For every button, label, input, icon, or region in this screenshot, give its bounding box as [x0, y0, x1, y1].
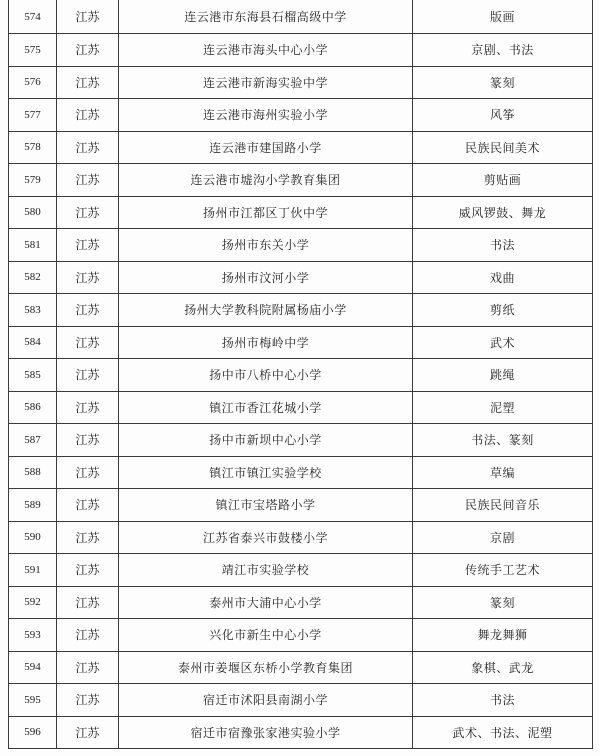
project-cell: 篆刻: [413, 66, 593, 99]
row-number: 579: [9, 164, 57, 197]
row-number: 586: [9, 391, 57, 424]
school-name-cell: 连云港市新海实验中学: [119, 66, 413, 99]
province-cell: 江苏: [57, 164, 119, 197]
school-name-cell: 连云港市东海县石榴高级中学: [119, 0, 413, 34]
project-cell: 民族民间美术: [413, 131, 593, 164]
row-number: 588: [9, 456, 57, 489]
row-number: 593: [9, 619, 57, 652]
table-row: [9, 586, 593, 619]
row-number: 575: [9, 34, 57, 67]
row-number: 587: [9, 424, 57, 457]
row-number: 582: [9, 261, 57, 294]
province-cell: 江苏: [57, 586, 119, 619]
row-number: 595: [9, 684, 57, 717]
table-row: [9, 99, 593, 132]
school-name-cell: 连云港市海州实验小学: [119, 99, 413, 132]
province-cell: 江苏: [57, 229, 119, 262]
row-number: 578: [9, 131, 57, 164]
table-row: [9, 164, 593, 197]
table-row: [9, 0, 593, 34]
school-name-cell: 江苏省泰兴市鼓楼小学: [119, 521, 413, 554]
project-cell: 武术、书法、泥塑: [413, 716, 593, 749]
project-cell: 威风锣鼓、舞龙: [413, 196, 593, 229]
project-cell: 篆刻: [413, 586, 593, 619]
province-cell: 江苏: [57, 196, 119, 229]
table-row: [9, 716, 593, 749]
project-cell: 传统手工艺术: [413, 554, 593, 587]
table-row: [9, 34, 593, 67]
row-number: 594: [9, 651, 57, 684]
row-number: 596: [9, 716, 57, 749]
row-number: 585: [9, 359, 57, 392]
table-row: [9, 489, 593, 522]
province-cell: 江苏: [57, 294, 119, 327]
project-cell: 书法: [413, 229, 593, 262]
row-number: 576: [9, 66, 57, 99]
project-cell: 版画: [413, 0, 593, 34]
province-cell: 江苏: [57, 131, 119, 164]
school-name-cell: 宿迁市沭阳县南湖小学: [119, 684, 413, 717]
table-row: [9, 391, 593, 424]
row-number: 589: [9, 489, 57, 522]
project-cell: 剪贴画: [413, 164, 593, 197]
school-name-cell: 泰州市大浦中心小学: [119, 586, 413, 619]
school-name-cell: 扬州市梅岭中学: [119, 326, 413, 359]
province-cell: 江苏: [57, 716, 119, 749]
table-row: [9, 261, 593, 294]
project-cell: 书法、篆刻: [413, 424, 593, 457]
table-row: [9, 684, 593, 717]
province-cell: 江苏: [57, 34, 119, 67]
province-cell: 江苏: [57, 359, 119, 392]
project-cell: 戏曲: [413, 261, 593, 294]
row-number: 591: [9, 554, 57, 587]
school-name-cell: 扬中市新坝中心小学: [119, 424, 413, 457]
school-name-cell: 镇江市宝塔路小学: [119, 489, 413, 522]
province-cell: 江苏: [57, 521, 119, 554]
school-name-cell: 连云港市墟沟小学教育集团: [119, 164, 413, 197]
province-cell: 江苏: [57, 66, 119, 99]
province-cell: 江苏: [57, 684, 119, 717]
school-name-cell: 宿迁市宿豫张家港实验小学: [119, 716, 413, 749]
school-name-cell: 靖江市实验学校: [119, 554, 413, 587]
school-name-cell: 连云港市建国路小学: [119, 131, 413, 164]
table-body: [9, 0, 593, 749]
table-row: [9, 294, 593, 327]
project-cell: 跳绳: [413, 359, 593, 392]
row-number: 590: [9, 521, 57, 554]
province-cell: 江苏: [57, 424, 119, 457]
project-cell: 京剧: [413, 521, 593, 554]
school-name-cell: 兴化市新生中心小学: [119, 619, 413, 652]
school-name-cell: 扬州市东关小学: [119, 229, 413, 262]
project-cell: 舞龙舞狮: [413, 619, 593, 652]
project-cell: 象棋、武龙: [413, 651, 593, 684]
school-name-cell: 扬州大学教科院附属杨庙小学: [119, 294, 413, 327]
project-cell: 民族民间音乐: [413, 489, 593, 522]
school-name-cell: 镇江市镇江实验学校: [119, 456, 413, 489]
province-cell: 江苏: [57, 261, 119, 294]
table-row: [9, 651, 593, 684]
row-number: 581: [9, 229, 57, 262]
table-row: [9, 196, 593, 229]
project-cell: 剪纸: [413, 294, 593, 327]
school-name-cell: 扬中市八桥中心小学: [119, 359, 413, 392]
province-cell: 江苏: [57, 326, 119, 359]
province-cell: 江苏: [57, 99, 119, 132]
table-row: [9, 326, 593, 359]
table-row: [9, 424, 593, 457]
school-list-table: [8, 0, 593, 749]
table-row: [9, 131, 593, 164]
school-name-cell: 扬州市汶河小学: [119, 261, 413, 294]
province-cell: 江苏: [57, 391, 119, 424]
project-cell: 风筝: [413, 99, 593, 132]
table-row: [9, 229, 593, 262]
project-cell: 书法: [413, 684, 593, 717]
row-number: 574: [9, 0, 57, 34]
row-number: 580: [9, 196, 57, 229]
province-cell: 江苏: [57, 0, 119, 34]
table-row: [9, 521, 593, 554]
project-cell: 草编: [413, 456, 593, 489]
school-name-cell: 泰州市姜堰区东桥小学教育集团: [119, 651, 413, 684]
school-name-cell: 连云港市海头中心小学: [119, 34, 413, 67]
school-name-cell: 镇江市香江花城小学: [119, 391, 413, 424]
province-cell: 江苏: [57, 619, 119, 652]
project-cell: 泥塑: [413, 391, 593, 424]
table-row: [9, 359, 593, 392]
row-number: 577: [9, 99, 57, 132]
province-cell: 江苏: [57, 554, 119, 587]
row-number: 583: [9, 294, 57, 327]
row-number: 584: [9, 326, 57, 359]
province-cell: 江苏: [57, 651, 119, 684]
table-row: [9, 554, 593, 587]
school-name-cell: 扬州市江都区丁伙中学: [119, 196, 413, 229]
project-cell: 武术: [413, 326, 593, 359]
row-number: 592: [9, 586, 57, 619]
table-row: [9, 619, 593, 652]
table-row: [9, 66, 593, 99]
project-cell: 京剧、书法: [413, 34, 593, 67]
province-cell: 江苏: [57, 456, 119, 489]
table-row: [9, 456, 593, 489]
province-cell: 江苏: [57, 489, 119, 522]
